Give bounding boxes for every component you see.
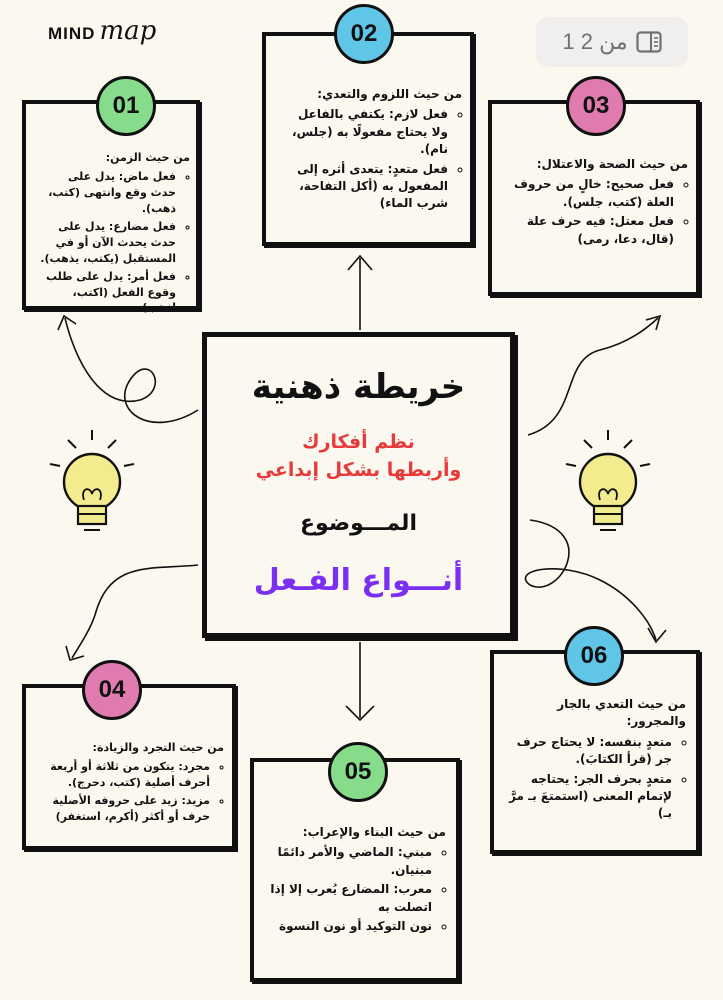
badge-03: 03	[566, 76, 626, 136]
center-label: المـــوضوع	[300, 511, 417, 536]
list-item: ◦ مزيد: زيد على حروفه الأصلية حرف أو أكثر (أكرم، استغفر)	[38, 793, 210, 825]
mind-map-logo	[48, 16, 156, 46]
badge-05: 05	[328, 742, 388, 802]
list-item: ◦ نون التوكيد أو نون النسوة	[266, 918, 432, 935]
list-item: ◦ فعل أمر: يدل على طلب وقوع الفعل (اكتب، اذهب)	[40, 269, 176, 317]
box-03-content	[504, 156, 688, 250]
badge-06: 06	[564, 626, 624, 686]
list-item: ◦ مبني: الماضي والأمر دائمًا مبنيان.	[266, 844, 432, 879]
logo-script-text: map	[99, 16, 157, 46]
box-01-heading: من حيث الزمن:	[105, 151, 190, 164]
box-02-heading: من حيث اللزوم والتعدي:	[317, 87, 462, 101]
list-item: ◦ مجرد: يتكون من ثلاثة أو أربعة أحرف أصلية (كتب، دحرج).	[38, 759, 210, 791]
list-item: ◦ فعل لازم: يكتفي بالفاعل ولا يحتاج مفعولًا به (جلس، نام).	[280, 106, 448, 158]
box-04-content	[38, 740, 224, 827]
lightbulb-icon-right	[566, 430, 650, 530]
page-indicator[interactable]	[536, 17, 688, 67]
arrow-to-03	[528, 318, 658, 435]
center-topic-box	[202, 332, 515, 638]
list-item: ◦ متعدٍ بحرف الجر: يحتاجه لإتمام المعنى (استمتعَ بـ مرَّ بـ)	[506, 771, 672, 823]
center-title: خريطة ذهنية	[251, 367, 466, 407]
arrow-to-06	[525, 520, 656, 640]
box-04-heading: من حيث التجرد والزيادة:	[92, 741, 224, 754]
page-indicator-label: 1 من 2	[562, 29, 628, 54]
box-05-heading: من حيث البناء والإعراب:	[302, 825, 446, 839]
box-05-content	[266, 824, 446, 937]
arrow-to-04	[72, 565, 198, 658]
list-item: ◦ فعل صحيح: خالٍ من حروف العلة (كتب، جلس).	[504, 176, 674, 211]
logo-main-text: MIND	[48, 24, 96, 43]
badge-01: 01	[96, 76, 156, 136]
center-subtitle-line1: نظم أفكارك	[302, 431, 415, 453]
box-02-content	[280, 86, 462, 215]
arrow-to-01	[65, 318, 198, 422]
center-subtitle-line2: وأربطها بشكل إبداعي	[255, 459, 462, 481]
list-item: ◦ فعل ماض: يدل على حدث وقع وانتهى (كتب، ذهب).	[40, 169, 176, 217]
box-03-heading: من حيث الصحة والاعتلال:	[536, 157, 688, 171]
box-06-content	[506, 696, 686, 825]
list-item: ◦ فعل معتل: فيه حرف علة (قال، دعا، رمى)	[504, 213, 674, 248]
center-topic: أنـــواع الفـعل	[253, 563, 464, 598]
box-01-content	[40, 150, 190, 318]
list-item: ◦ فعل مضارع: يدل على حدث يحدث الآن أو في المستقبل (يكتب، يذهب).	[40, 219, 176, 267]
list-item: ◦ معرب: المضارع يُعرب إلا إذا اتصلت به	[266, 881, 432, 916]
list-item: ◦ متعدٍ بنفسه: لا يحتاج حرف جر (قرأ الكتابَ).	[506, 734, 672, 769]
book-icon	[636, 31, 662, 53]
lightbulb-icon-left	[50, 430, 134, 530]
box-06-heading: من حيث التعدي بالجار والمجرور:	[557, 697, 686, 729]
list-item: ◦ فعل متعدٍ: يتعدى أثره إلى المفعول به (أكل التفاحة، شرب الماء)	[280, 161, 448, 213]
badge-04: 04	[82, 660, 142, 720]
badge-02: 02	[334, 4, 394, 64]
